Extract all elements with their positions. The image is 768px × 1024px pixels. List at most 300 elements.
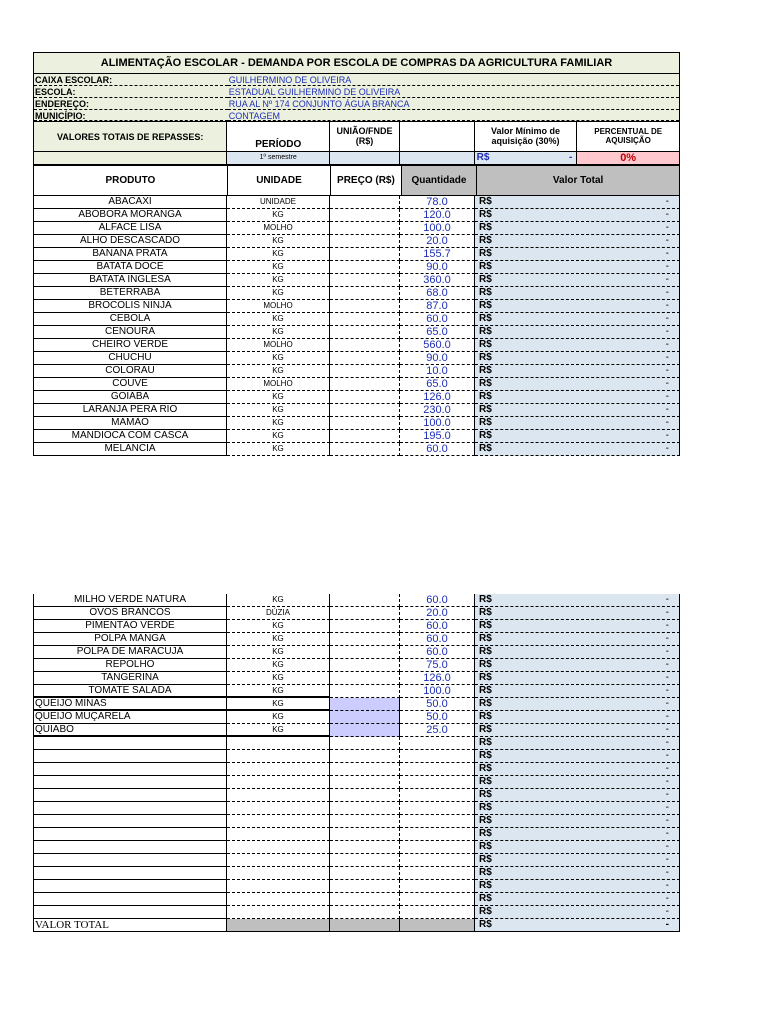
product-total bbox=[475, 633, 680, 646]
product-quantity[interactable]: 75.0 bbox=[400, 659, 475, 672]
product-price[interactable] bbox=[330, 300, 400, 313]
currency-label: R$ bbox=[479, 196, 492, 207]
periodo-value[interactable]: 1º semestre bbox=[227, 152, 330, 164]
product-quantity[interactable]: 100.0 bbox=[400, 685, 475, 698]
product-name[interactable]: BANANA PRATA bbox=[33, 248, 227, 261]
amount-value: - bbox=[665, 235, 669, 246]
amount-value: - bbox=[665, 300, 669, 311]
table-row bbox=[33, 607, 680, 620]
product-quantity[interactable] bbox=[400, 737, 475, 750]
product-name[interactable]: ALFACE LISA bbox=[33, 222, 227, 235]
product-price[interactable] bbox=[330, 906, 400, 919]
product-unit[interactable]: MOLHO bbox=[227, 339, 330, 352]
product-unit[interactable] bbox=[227, 854, 330, 867]
product-unit[interactable]: DÚZIA bbox=[227, 607, 330, 620]
info-row-municipio bbox=[33, 110, 680, 122]
product-name[interactable]: QUEIJO MUÇARELA bbox=[33, 711, 227, 724]
amount-value: - bbox=[665, 906, 669, 917]
currency-label: R$ bbox=[479, 711, 492, 722]
currency-label: R$ bbox=[479, 880, 492, 891]
currency-label: R$ bbox=[479, 222, 492, 233]
col-valor-total: Valor Total bbox=[477, 166, 679, 195]
product-price[interactable] bbox=[330, 893, 400, 906]
product-unit[interactable] bbox=[227, 828, 330, 841]
product-name[interactable]: QUEIJO MINAS bbox=[33, 698, 227, 711]
info-value[interactable]: RUA AL Nº 174 CONJUNTO ÁGUA BRANCA bbox=[228, 98, 679, 110]
product-quantity[interactable]: 126.0 bbox=[400, 391, 475, 404]
product-name[interactable]: COUVE bbox=[33, 378, 227, 391]
product-price[interactable] bbox=[330, 209, 400, 222]
product-name[interactable] bbox=[33, 750, 227, 763]
currency-label: R$ bbox=[479, 287, 492, 298]
product-quantity[interactable] bbox=[400, 906, 475, 919]
product-total bbox=[475, 659, 680, 672]
valor-minimo-value bbox=[475, 152, 578, 164]
table-row bbox=[33, 737, 680, 750]
info-label: CAIXA ESCOLAR: bbox=[34, 74, 228, 86]
currency-label: R$ bbox=[479, 802, 492, 813]
table-row bbox=[33, 594, 680, 607]
product-quantity[interactable]: 100.0 bbox=[400, 417, 475, 430]
product-price[interactable] bbox=[330, 763, 400, 776]
product-unit[interactable]: MOLHO bbox=[227, 378, 330, 391]
product-name[interactable]: ABACAXI bbox=[33, 196, 227, 209]
product-price[interactable] bbox=[330, 248, 400, 261]
currency-label: R$ bbox=[479, 893, 492, 904]
product-unit[interactable]: KG bbox=[227, 698, 330, 711]
product-unit[interactable]: KG bbox=[227, 313, 330, 326]
product-total bbox=[475, 594, 680, 607]
product-price[interactable] bbox=[330, 222, 400, 235]
table-row bbox=[33, 443, 680, 456]
product-price[interactable] bbox=[330, 646, 400, 659]
product-quantity[interactable] bbox=[400, 789, 475, 802]
product-price[interactable] bbox=[330, 313, 400, 326]
table-row bbox=[33, 339, 680, 352]
currency-label: R$ bbox=[479, 378, 492, 389]
amount-value: - bbox=[665, 802, 669, 813]
percentual-value: 0% bbox=[577, 152, 679, 164]
product-quantity[interactable] bbox=[400, 802, 475, 815]
product-total bbox=[475, 209, 680, 222]
product-name[interactable] bbox=[33, 776, 227, 789]
product-total bbox=[475, 391, 680, 404]
product-name[interactable] bbox=[33, 893, 227, 906]
product-name[interactable] bbox=[33, 880, 227, 893]
info-row-escola bbox=[33, 86, 680, 98]
currency-label: R$ bbox=[479, 300, 492, 311]
product-price[interactable] bbox=[330, 417, 400, 430]
product-name[interactable]: COLORAU bbox=[33, 365, 227, 378]
table-row bbox=[33, 750, 680, 763]
product-price[interactable] bbox=[330, 391, 400, 404]
currency-label: R$ bbox=[479, 352, 492, 363]
product-price[interactable] bbox=[330, 672, 400, 685]
info-value[interactable]: GUILHERMINO DE OLIVEIRA bbox=[228, 74, 679, 86]
product-unit[interactable]: KG bbox=[227, 261, 330, 274]
product-name[interactable]: POLPA DE MARACUJÁ bbox=[33, 646, 227, 659]
currency-label: R$ bbox=[479, 261, 492, 272]
amount-value: - bbox=[665, 248, 669, 259]
product-price[interactable] bbox=[330, 659, 400, 672]
product-price[interactable] bbox=[330, 339, 400, 352]
info-value[interactable]: ESTADUAL GUILHERMINO DE OLIVEIRA bbox=[228, 86, 679, 98]
product-price[interactable] bbox=[330, 196, 400, 209]
table-row bbox=[33, 789, 680, 802]
product-unit[interactable]: KG bbox=[227, 672, 330, 685]
currency-label: R$ bbox=[479, 313, 492, 324]
product-name[interactable]: LARANJA PERA RIO bbox=[33, 404, 227, 417]
product-quantity[interactable]: 65.0 bbox=[400, 326, 475, 339]
uniao-header: UNIÃO/FNDE (R$) bbox=[330, 122, 400, 151]
product-price[interactable] bbox=[330, 235, 400, 248]
product-quantity[interactable]: 60.0 bbox=[400, 633, 475, 646]
product-quantity[interactable] bbox=[400, 828, 475, 841]
amount-value: - bbox=[665, 326, 669, 337]
product-price[interactable] bbox=[330, 404, 400, 417]
product-price[interactable] bbox=[330, 750, 400, 763]
product-price[interactable] bbox=[330, 711, 400, 724]
sheet-title-text: ALIMENTAÇÃO ESCOLAR - DEMANDA POR ESCOLA DE COMPRAS DA AGRICULTURA FAMILIAR bbox=[100, 57, 613, 69]
product-total bbox=[475, 248, 680, 261]
product-quantity[interactable]: 68.0 bbox=[400, 287, 475, 300]
product-unit[interactable] bbox=[227, 815, 330, 828]
currency-label: R$ bbox=[479, 417, 492, 428]
product-name[interactable]: TOMATE SALADA bbox=[33, 685, 227, 698]
product-total bbox=[475, 339, 680, 352]
product-unit[interactable]: KG bbox=[227, 248, 330, 261]
table-row bbox=[33, 261, 680, 274]
product-name[interactable]: BROCOLIS NINJA bbox=[33, 300, 227, 313]
product-name[interactable]: BATATA INGLESA bbox=[33, 274, 227, 287]
product-price[interactable] bbox=[330, 633, 400, 646]
product-unit[interactable]: KG bbox=[227, 391, 330, 404]
product-quantity[interactable]: 50.0 bbox=[400, 698, 475, 711]
spreadsheet-page-1 bbox=[33, 52, 680, 456]
product-unit[interactable]: KG bbox=[227, 365, 330, 378]
amount-value: - bbox=[665, 196, 669, 207]
product-price[interactable] bbox=[330, 724, 400, 737]
table-row bbox=[33, 235, 680, 248]
product-quantity[interactable] bbox=[400, 880, 475, 893]
valor-total-row bbox=[33, 919, 680, 932]
product-name[interactable] bbox=[33, 841, 227, 854]
product-unit[interactable]: KG bbox=[227, 724, 330, 737]
product-quantity[interactable]: 120.0 bbox=[400, 209, 475, 222]
product-name[interactable]: OVOS BRANCOS bbox=[33, 607, 227, 620]
table-row bbox=[33, 430, 680, 443]
amount-value: - bbox=[665, 222, 669, 233]
product-quantity[interactable]: 100.0 bbox=[400, 222, 475, 235]
table-row bbox=[33, 802, 680, 815]
product-price[interactable] bbox=[330, 443, 400, 456]
amount-value: - bbox=[665, 789, 669, 800]
sheet-title bbox=[33, 52, 680, 74]
col-preco: PREÇO (R$) bbox=[331, 166, 402, 195]
product-price[interactable] bbox=[330, 776, 400, 789]
product-unit[interactable] bbox=[227, 776, 330, 789]
product-price[interactable] bbox=[330, 352, 400, 365]
product-quantity[interactable] bbox=[400, 867, 475, 880]
product-unit[interactable] bbox=[227, 841, 330, 854]
product-name[interactable]: QUIABO bbox=[33, 724, 227, 737]
table-row bbox=[33, 906, 680, 919]
product-price[interactable] bbox=[330, 737, 400, 750]
product-price[interactable] bbox=[330, 378, 400, 391]
amount-value: - bbox=[665, 391, 669, 402]
currency-label: R$ bbox=[479, 326, 492, 337]
product-name[interactable] bbox=[33, 789, 227, 802]
product-quantity[interactable]: 195.0 bbox=[400, 430, 475, 443]
repasses-values-row bbox=[33, 152, 680, 164]
product-quantity[interactable] bbox=[400, 893, 475, 906]
product-quantity[interactable]: 155.7 bbox=[400, 248, 475, 261]
product-name[interactable]: BETERRABA bbox=[33, 287, 227, 300]
amount-value: - bbox=[665, 659, 669, 670]
product-price[interactable] bbox=[330, 274, 400, 287]
product-name[interactable]: CHUCHU bbox=[33, 352, 227, 365]
table-row bbox=[33, 854, 680, 867]
product-quantity[interactable] bbox=[400, 763, 475, 776]
currency-label: R$ bbox=[479, 339, 492, 350]
currency-label: R$ bbox=[479, 248, 492, 259]
product-price[interactable] bbox=[330, 828, 400, 841]
product-name[interactable]: TANGERINA bbox=[33, 672, 227, 685]
product-unit[interactable]: KG bbox=[227, 235, 330, 248]
currency-label: R$ bbox=[479, 698, 492, 709]
amount-value: - bbox=[665, 365, 669, 376]
product-name[interactable] bbox=[33, 854, 227, 867]
product-name[interactable]: MELANCIA bbox=[33, 443, 227, 456]
product-unit[interactable] bbox=[227, 763, 330, 776]
currency-label: R$ bbox=[479, 594, 492, 605]
product-total bbox=[475, 867, 680, 880]
product-name[interactable]: POLPA MANGA bbox=[33, 633, 227, 646]
valor-minimo-header: Valor Mínimo de aquisição (30%) bbox=[475, 122, 578, 151]
amount-value: - bbox=[665, 763, 669, 774]
product-price[interactable] bbox=[330, 841, 400, 854]
product-unit[interactable]: KG bbox=[227, 404, 330, 417]
product-quantity[interactable] bbox=[400, 841, 475, 854]
product-name[interactable] bbox=[33, 867, 227, 880]
product-price[interactable] bbox=[330, 880, 400, 893]
product-name[interactable]: CENOURA bbox=[33, 326, 227, 339]
product-unit[interactable]: KG bbox=[227, 646, 330, 659]
product-name[interactable]: CEBOLA bbox=[33, 313, 227, 326]
table-row bbox=[33, 378, 680, 391]
product-quantity[interactable]: 60.0 bbox=[400, 443, 475, 456]
table-row bbox=[33, 828, 680, 841]
product-unit[interactable]: KG bbox=[227, 443, 330, 456]
product-unit[interactable]: MOLHO bbox=[227, 300, 330, 313]
product-price[interactable] bbox=[330, 287, 400, 300]
product-quantity[interactable]: 65.0 bbox=[400, 378, 475, 391]
product-quantity[interactable]: 78.0 bbox=[400, 196, 475, 209]
product-unit[interactable] bbox=[227, 802, 330, 815]
product-total bbox=[475, 430, 680, 443]
product-quantity[interactable]: 90.0 bbox=[400, 352, 475, 365]
product-total bbox=[475, 222, 680, 235]
valor-total-amount bbox=[475, 919, 680, 932]
amount-value: - bbox=[665, 443, 669, 454]
product-unit[interactable]: UNIDADE bbox=[227, 196, 330, 209]
product-unit[interactable] bbox=[227, 750, 330, 763]
product-price[interactable] bbox=[330, 815, 400, 828]
product-name[interactable]: CHEIRO VERDE bbox=[33, 339, 227, 352]
spreadsheet-page-2 bbox=[33, 594, 680, 932]
product-unit[interactable]: KG bbox=[227, 209, 330, 222]
product-quantity[interactable]: 25.0 bbox=[400, 724, 475, 737]
product-quantity[interactable] bbox=[400, 750, 475, 763]
product-price[interactable] bbox=[330, 685, 400, 698]
info-value[interactable]: CONTAGEM bbox=[228, 110, 679, 121]
table-row bbox=[33, 248, 680, 261]
product-quantity[interactable]: 126.0 bbox=[400, 672, 475, 685]
product-name[interactable] bbox=[33, 737, 227, 750]
product-quantity[interactable]: 10.0 bbox=[400, 365, 475, 378]
product-quantity[interactable] bbox=[400, 854, 475, 867]
product-unit[interactable]: KG bbox=[227, 711, 330, 724]
product-quantity[interactable]: 60.0 bbox=[400, 620, 475, 633]
product-quantity[interactable] bbox=[400, 815, 475, 828]
currency-label: R$ bbox=[479, 724, 492, 735]
table-row bbox=[33, 646, 680, 659]
product-quantity[interactable]: 20.0 bbox=[400, 607, 475, 620]
amount-value: - bbox=[665, 209, 669, 220]
currency-label: R$ bbox=[479, 828, 492, 839]
currency-label: R$ bbox=[479, 854, 492, 865]
currency-label: R$ bbox=[479, 209, 492, 220]
products-table-page-2 bbox=[33, 594, 680, 919]
product-total bbox=[475, 711, 680, 724]
product-name[interactable]: MAMÃO bbox=[33, 417, 227, 430]
product-unit[interactable] bbox=[227, 867, 330, 880]
currency-label: R$ bbox=[479, 235, 492, 246]
product-unit[interactable]: KG bbox=[227, 352, 330, 365]
product-total bbox=[475, 893, 680, 906]
product-price[interactable] bbox=[330, 430, 400, 443]
info-label: ESCOLA: bbox=[34, 86, 228, 98]
product-unit[interactable]: KG bbox=[227, 594, 330, 607]
table-row bbox=[33, 685, 680, 698]
product-unit[interactable]: KG bbox=[227, 326, 330, 339]
amount-value: - bbox=[665, 620, 669, 631]
product-name[interactable]: ALHO DESCASCADO bbox=[33, 235, 227, 248]
product-quantity[interactable]: 60.0 bbox=[400, 594, 475, 607]
product-price[interactable] bbox=[330, 607, 400, 620]
amount-value: - bbox=[665, 711, 669, 722]
product-total bbox=[475, 841, 680, 854]
product-quantity[interactable]: 230.0 bbox=[400, 404, 475, 417]
product-total bbox=[475, 274, 680, 287]
product-unit[interactable] bbox=[227, 789, 330, 802]
product-unit[interactable] bbox=[227, 737, 330, 750]
product-quantity[interactable] bbox=[400, 776, 475, 789]
amount-value: - bbox=[665, 815, 669, 826]
product-quantity[interactable]: 360.0 bbox=[400, 274, 475, 287]
product-name[interactable] bbox=[33, 802, 227, 815]
product-unit[interactable]: KG bbox=[227, 430, 330, 443]
product-unit[interactable] bbox=[227, 893, 330, 906]
currency-label: R$ bbox=[479, 430, 492, 441]
repasses-row bbox=[33, 122, 680, 152]
product-unit[interactable]: KG bbox=[227, 620, 330, 633]
product-unit[interactable]: KG bbox=[227, 659, 330, 672]
product-total bbox=[475, 607, 680, 620]
amount-value: - bbox=[665, 352, 669, 363]
currency-label: R$ bbox=[479, 763, 492, 774]
product-quantity[interactable]: 50.0 bbox=[400, 711, 475, 724]
product-price[interactable] bbox=[330, 789, 400, 802]
product-name[interactable]: GOIABA bbox=[33, 391, 227, 404]
table-row bbox=[33, 222, 680, 235]
product-price[interactable] bbox=[330, 261, 400, 274]
product-price[interactable] bbox=[330, 620, 400, 633]
product-name[interactable] bbox=[33, 906, 227, 919]
product-total bbox=[475, 789, 680, 802]
product-total bbox=[475, 196, 680, 209]
product-name[interactable]: MANDIOCA COM CASCA bbox=[33, 430, 227, 443]
percentual-header: PERCENTUAL DE AQUISIÇÃO bbox=[577, 122, 679, 151]
product-name[interactable]: MILHO VERDE NATURA bbox=[33, 594, 227, 607]
currency-label: R$ bbox=[479, 750, 492, 761]
product-price[interactable] bbox=[330, 802, 400, 815]
product-price[interactable] bbox=[330, 326, 400, 339]
product-unit[interactable]: KG bbox=[227, 685, 330, 698]
table-row bbox=[33, 893, 680, 906]
table-row bbox=[33, 300, 680, 313]
product-total bbox=[475, 378, 680, 391]
product-price[interactable] bbox=[330, 594, 400, 607]
table-row bbox=[33, 633, 680, 646]
product-name[interactable]: PIMENTÃO VERDE bbox=[33, 620, 227, 633]
product-unit[interactable]: KG bbox=[227, 633, 330, 646]
product-quantity[interactable]: 90.0 bbox=[400, 261, 475, 274]
amount-value: - bbox=[665, 698, 669, 709]
product-quantity[interactable]: 560.0 bbox=[400, 339, 475, 352]
product-unit[interactable] bbox=[227, 906, 330, 919]
product-unit[interactable] bbox=[227, 880, 330, 893]
product-quantity[interactable]: 60.0 bbox=[400, 313, 475, 326]
product-quantity[interactable]: 60.0 bbox=[400, 646, 475, 659]
table-row bbox=[33, 287, 680, 300]
product-unit[interactable]: KG bbox=[227, 274, 330, 287]
table-row bbox=[33, 815, 680, 828]
product-name[interactable]: REPOLHO bbox=[33, 659, 227, 672]
amount-value: - bbox=[665, 672, 669, 683]
product-name[interactable] bbox=[33, 815, 227, 828]
product-unit[interactable]: KG bbox=[227, 287, 330, 300]
repasses-blank bbox=[400, 122, 475, 151]
amount-value: - bbox=[665, 594, 669, 605]
product-total bbox=[475, 326, 680, 339]
product-unit[interactable]: MOLHO bbox=[227, 222, 330, 235]
product-name[interactable] bbox=[33, 828, 227, 841]
product-total bbox=[475, 352, 680, 365]
product-quantity[interactable]: 20.0 bbox=[400, 235, 475, 248]
product-price[interactable] bbox=[330, 854, 400, 867]
product-name[interactable] bbox=[33, 763, 227, 776]
info-row-endereco bbox=[33, 98, 680, 110]
product-unit[interactable]: KG bbox=[227, 417, 330, 430]
uniao-value[interactable] bbox=[330, 152, 400, 164]
product-name[interactable]: ABÓBORA MORANGA bbox=[33, 209, 227, 222]
product-price[interactable] bbox=[330, 867, 400, 880]
product-price[interactable] bbox=[330, 365, 400, 378]
product-price[interactable] bbox=[330, 698, 400, 711]
product-name[interactable]: BATATA DOCE bbox=[33, 261, 227, 274]
product-quantity[interactable]: 87.0 bbox=[400, 300, 475, 313]
